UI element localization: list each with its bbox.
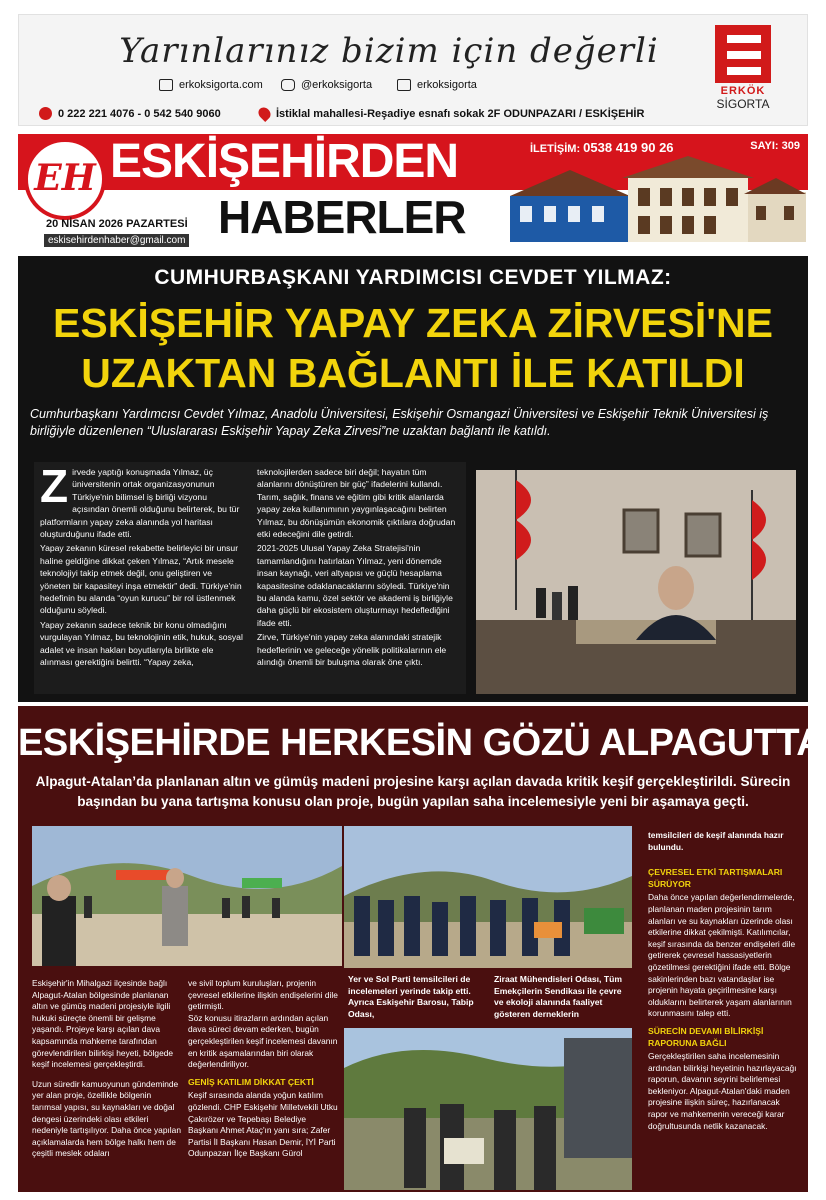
story2-paragraph: temsilcileri de keşif alanında hazır bulundu. — [648, 830, 784, 852]
monitor-icon — [159, 79, 173, 91]
story2-column-1 — [32, 978, 182, 1160]
story1-body — [34, 462, 466, 694]
ad-phone[interactable] — [39, 107, 221, 120]
ad-address — [259, 107, 644, 120]
masthead-title-line1: ESKİŞEHİRDEN — [110, 135, 459, 188]
ad-facebook[interactable] — [397, 79, 477, 91]
story2-group-photo — [344, 826, 632, 968]
story2-column-2 — [188, 978, 338, 1160]
erkok-sub: SİGORTA — [716, 97, 770, 111]
story1-photo — [476, 470, 796, 694]
erkok-logo — [703, 21, 783, 119]
masthead-contact — [530, 140, 674, 155]
story2-paragraph: Söz konusu itirazların ardından açılan dava süreci devam ederken, bugün gerçekleştirilen keşif incelemesi davanın en kritik aşamalarından biri olarak değerlendiriliyor. — [188, 1012, 338, 1070]
story2-paragraph: ve sivil toplum kuruluşları, projenin çevresel etkilerine ilişkin endişelerini dile getirmişti. — [188, 978, 338, 1012]
story2-inspection-photo — [344, 1028, 632, 1190]
story2-paragraph: Keşif sırasında alanda yoğun katılım gözlendi. CHP Eskişehir Milletvekili Utku Çakırözer ve Tepebaşı Belediye Başkanı Ahmet Ataç'ın yanı sıra; Zafer Partisi İl Başkanı Hasan Demir, İYİ Parti Odunpazarı İlçe Başkanı Gürol — [188, 1090, 338, 1159]
erkok-e-icon — [715, 25, 771, 83]
ad-web[interactable] — [159, 79, 263, 91]
story-alpagut — [18, 706, 824, 1192]
story1-lead: Cumhurbaşkanı Yardımcısı Cevdet Yılmaz, Anadolu Üniversitesi, Eskişehir Osmangazi Üniversitesi ve Eskişehir Teknik Üniversitesi iş birliğiyle düzenlenen “Uluslararası Eskişehir Yapay Zeka Zirvesi”ne uzaktan bağlantı ile katıldı. — [30, 407, 769, 438]
instagram-icon — [281, 79, 295, 91]
advertisement-banner — [18, 14, 808, 126]
phone-icon — [39, 107, 52, 120]
story1-headline — [18, 298, 808, 398]
story2-headline: ESKİŞEHİRDE HERKESİN GÖZÜ ALPAGUTTA — [18, 722, 824, 764]
story2-paragraph: Daha önce yapılan değerlendirmelerde, planlanan maden projesinin tarım alanları ve su kaynakları üzerinde olası etkilerine dikkat çekilmişti. Katılımcılar, keşif sırasında da benzer endişeleri dile getirerek çevresel hassasiyetlerin gözetilmesi gerektiğini ifade etti. Bölge sakinlerinden bazı vatandaşlar ise projenin hayata geçirilmesine karşı olduklarını belirterek yaşam alanlarının korunmasını talep etti. — [648, 892, 796, 1019]
issue-date: 20 NİSAN 2026 PAZARTESİ — [46, 218, 188, 230]
story2-protest-photo — [32, 826, 342, 966]
story-ai-summit — [18, 256, 808, 702]
contact-label: İLETİŞİM: — [530, 143, 581, 155]
story2-subhead-environment: ÇEVRESEL ETKİ TARTIŞMALARI SÜRÜYOR — [648, 867, 783, 889]
story2-paragraph: Gerçekleştirilen saha incelemesinin ardından bilirkişi heyetinin hazırlayacağı raporun, davanın seyrini belirlemesi bekleniyor. Alpagut-Atalan'daki maden projesine ilişkin süreç, hazırlanacak rapor ve mahkemenin vereceği karar doğrultusunda netlik kazanacak. — [648, 1051, 797, 1131]
story1-paragraph: 2021-2025 Ulusal Yapay Zeka Stratejisi'nin tamamlandığını hatırlatan Yılmaz, yeni dönemde insan kaynağı, veri altyapısı ve güçlü hesaplama kapasitesine odaklanacaklarını söyledi. Türkiye'nin bu alanda kamu, özel sektör ve akademi iş birliğiyle daha güçlü bir ekosistem oluşturmayı hedeflediğini ifade etti. — [257, 543, 453, 628]
eh-logo: EH — [24, 138, 106, 220]
ad-phone-text: 0 222 221 4076 - 0 542 540 9060 — [58, 107, 221, 120]
story2-subhead-participation: GENİŞ KATILIM DİKKAT ÇEKTİ — [188, 1076, 314, 1087]
story1-paragraph: Zirvede yaptığı konuşmada Yılmaz, üç üniversitenin ortak organizasyonunun Türkiye'nin bilimsel iş birliği vizyonu açısından önemli olduğunu belirterek, bu tür platformların yapay zeka alanında yol haritası oluşturduğunu ifade etti. — [40, 462, 240, 540]
historic-house-illustration — [510, 156, 806, 248]
story2-column-4 — [648, 830, 798, 1132]
facebook-icon — [397, 79, 411, 91]
story1-paragraph: Yapay zekanın sadece teknik bir konu olmadığını vurgulayan Yılmaz, bu teknolojinin etik, hukuk, sosyal adalet ve insan hakları boyutlarıyla birlikte ele alınması gerektiğini belirtti. “Yapay zeka, teknolojilerden sadece biri değil; hayatın tüm alanlarını dönüştüren bir güç” ifadelerini kullandı. Tarım, sağlık, finans ve eğitim gibi kritik alanlarda yapay zeka kullanımının yaygınlaşacağını belirten Yılmaz, bu dönüşümün ekonomik çıktılara doğrudan etki edeceğini dile getirdi. — [40, 467, 456, 668]
dropcap: Z — [40, 462, 69, 512]
erkok-name: ERKÖK — [720, 85, 766, 97]
story1-paragraph: Zirve, Türkiye'nin yapay zeka alanındaki stratejik hedeflerinin ve geleceğe yönelik politikalarının ele alındığı önemli bir buluşma olarak öne çıktı. — [257, 632, 447, 668]
story2-paragraph: Uzun süredir kamuoyunun gündeminde yer alan proje, özellikle bölgenin tarımsal yapısı, su kaynakları ve doğal dengesi üzerindeki olası etkileri nedeniyle tartışılıyor. Daha önce yapılan açıklamalarda hem bölge halkı hem de çeşitli meslek odaları — [32, 1078, 181, 1159]
masthead — [18, 134, 808, 250]
story1-paragraph: Yapay zekanın küresel rekabette belirleyici bir unsur haline geldiğine dikkat çeken Yılmaz, “Artık mesele teknolojiyi takip etmek değil, onu geliştiren ve yöneten bir kapasiteyi inşa etmektir” dedi. Türkiye'nin hedefinin bu alanda “oyun kurucu” bir rol üstlenmek olduğunu söyledi. — [40, 543, 242, 616]
story2-paragraph: Eskişehir'in Mihalgazi ilçesinde bağlı Alpagut-Atalan bölgesinde planlanan altın ve gümüş madeni projesiyle ilgili hukuki süreçte önemli bir gelişme yaşandı. Projeye karşı açılan dava kapsamında mahkeme tarafından görevlendirilen bilirkişi heyeti, bölgede keşif incelemesi gerçekleştirdi. — [32, 978, 174, 1070]
story1-headline-line1: ESKİŞEHİR YAPAY ZEKA ZİRVESİ'NE — [53, 300, 773, 346]
masthead-title-line2: HABERLER — [218, 191, 466, 243]
ad-instagram[interactable] — [281, 79, 372, 91]
story2-caption-left: Yer ve Sol Parti temsilcileri de incelemeleri yerinde takip etti. Ayrıca Eskişehir Barosu, Tabip Odası, — [348, 974, 474, 1019]
ad-address-text: İstiklal mahallesi-Reşadiye esnafı sokak 2F ODUNPAZARI / ESKİŞEHİR — [276, 107, 645, 120]
story1-kicker: CUMHURBAŞKANI YARDIMCISI CEVDET YILMAZ: — [154, 266, 672, 289]
ad-web-text: erkoksigorta.com — [179, 79, 263, 91]
location-pin-icon — [256, 105, 273, 122]
contact-phone: 0538 419 90 26 — [583, 140, 674, 155]
issue-number: SAYI: 309 — [750, 140, 800, 152]
masthead-email[interactable]: eskisehirdenhaber@gmail.com — [44, 234, 189, 247]
ad-instagram-text: @erkoksigorta — [301, 79, 373, 91]
ad-facebook-text: erkoksigorta — [417, 79, 477, 91]
story1-headline-line2: UZAKTAN BAĞLANTI İLE KATILDI — [81, 350, 745, 396]
story2-subheadline: Alpagut-Atalan’da planlanan altın ve gümüş madeni projesine karşı açılan davada kritik keşif gerçekleştirildi. Sürecin başından bu yana tartışma konusu olan proje, bugün yapılan saha incelemesiyle yeni bir aşamaya geçti. — [35, 774, 791, 809]
story2-subhead-expert: SÜRECİN DEVAMI BİLİRKİŞİ RAPORUNA BAĞLI — [648, 1025, 764, 1048]
story2-caption-right: Ziraat Mühendisleri Odası, Tüm Emekçilerin Sendikası ile çevre ve ekoloji alanında faaliyet gösteren derneklerin — [494, 974, 622, 1019]
ad-slogan: Yarınlarınız bizim için değerli — [119, 31, 659, 71]
